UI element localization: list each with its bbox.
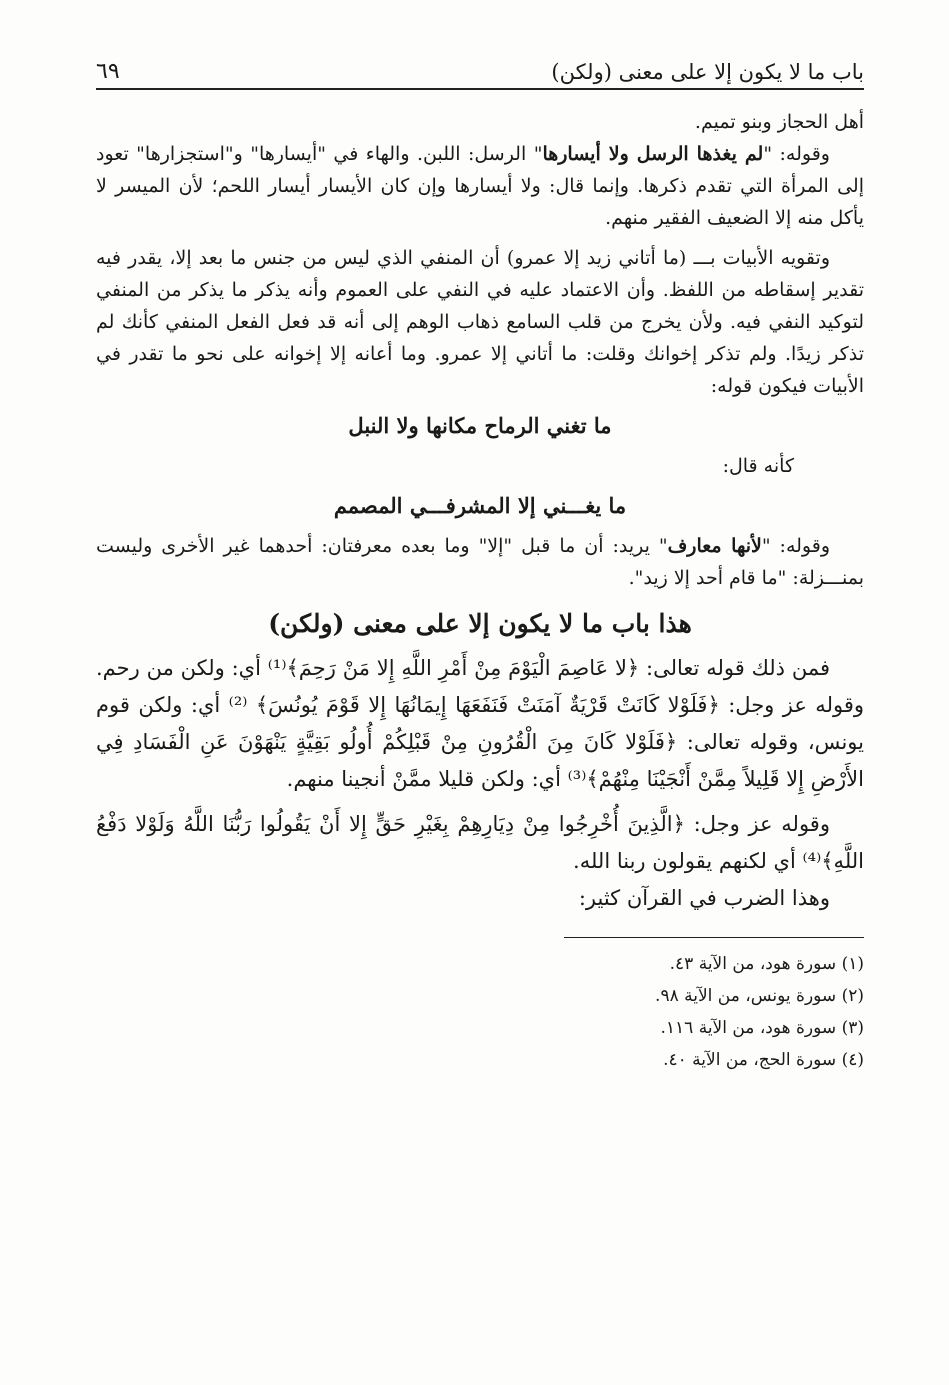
- paragraph-4: كأنه قال:: [722, 455, 794, 477]
- chapter-title: هذا باب ما لا يكون إلا على معنى (ولكن): [268, 609, 692, 638]
- quran-section: [96, 650, 864, 917]
- paragraph-7: وقوله عز وجل: ﴿الَّذِينَ أُخْرِجُوا مِنْ دِيَارِهِمْ بِغَيْرِ حَقٍّ إِلا أَنْ يَقُولُوا رَبُّنَا اللَّهُ وَلَوْلا دَفْعُ اللَّهِ﴾⁽⁴⁾ أي لكنهم يقولون ربنا الله.: [96, 812, 864, 873]
- footnote-3: (٣) سورة هود، من الآية ١١٦.: [660, 1018, 864, 1038]
- paragraph-3: وتقويه الأبيات بـــ (ما أتاني زيد إلا عمرو) أن المنفي الذي ليس من جنس ما بعد إلا، يقدر فيه تقدير إسقاطه من اللفظ. وأن الاعتماد عليه في النفي على العموم وأنه يذكر ما يذكر من المنفي لتوكيد النفي فيه. ولأن يخرج من قلب السامع ذهاب الوهم إلى أنه قد فعل الفعل المنفي كأنك لم تذكر زيدًا. ولم تذكر إخوانك وقلت: ما أتاني إلا عمرو. وما أعانه إلا إخوانه على نحو ما تقدر في الأبيات فيكون قوله:: [96, 247, 864, 397]
- paragraph-1: أهل الحجاز وبنو تميم.: [694, 111, 864, 133]
- paragraph-5: [96, 530, 864, 594]
- running-title: باب ما لا يكون إلا على معنى (ولكن): [551, 60, 864, 84]
- quote-open: وقوله: ": [763, 143, 830, 165]
- paragraph-2: [96, 138, 864, 234]
- footnote-2: (٢) سورة يونس، من الآية ٩٨.: [655, 986, 864, 1006]
- footnote-divider: [564, 937, 864, 938]
- footnote-4: (٤) سورة الحج، من الآية ٤٠.: [663, 1050, 864, 1070]
- quote-open: وقوله: ": [761, 535, 831, 557]
- page-header: [96, 40, 864, 90]
- paragraph-6: فمن ذلك قوله تعالى: ﴿لا عَاصِمَ الْيَوْمَ مِنْ أَمْرِ اللَّهِ إِلا مَنْ رَحِمَ﴾⁽¹⁾ أي: ولكن من رحم. وقوله عز وجل: ﴿فَلَوْلا كَانَتْ قَرْيَةٌ آمَنَتْ فَنَفَعَهَا إِيمَانُهَا إِلا قَوْمَ يُونُسَ﴾ ⁽²⁾ أي: ولكن قوم يونس، وقوله تعالى: ﴿فَلَوْلا كَانَ مِنَ الْقُرُونِ مِنْ قَبْلِكُمْ أُولُو بَقِيَّةٍ يَنْهَوْنَ عَنِ الْفَسَادِ فِي الأَرْضِ إِلا قَلِيلاً مِمَّنْ أَنْجَيْنَا مِنْهُمْ﴾⁽³⁾ أي: ولكن قليلا ممَّنْ أنجينا منهم.: [96, 656, 864, 791]
- footnotes: [96, 948, 864, 1076]
- bold-phrase: لم يغذها الرسل ولا أيسارها: [542, 143, 764, 165]
- bold-phrase: لأنها معارف: [667, 535, 762, 557]
- page-number: ٦٩: [96, 59, 120, 84]
- book-page: [96, 40, 864, 1076]
- verse-line-2: ما يغـــني إلا المشرفـــي المصمم: [333, 493, 627, 518]
- verse-line-1: ما تغني الرماح مكانها ولا النبل: [348, 413, 612, 438]
- paragraph-2-rest: " الرسل: اللبن. والهاء في "أيسارها" و"استجزارها" تعود إلى المرأة التي تقدم ذكرها. وإنما قال: ولا أيسارها وإن كان الأيسار أيسار اللحم؛ لأن الميسر لا يأكل منه إلا الضعيف الفقير منهم.: [96, 143, 864, 229]
- footnote-1: (١) سورة هود، من الآية ٤٣.: [669, 954, 864, 974]
- paragraph-5-rest: " يريد: أن ما قبل "إلا" وما بعده معرفتان: أحدهما غير الأخرى وليست بمنـــزلة: "ما قام أحد إلا زيد".: [96, 535, 864, 589]
- paragraph-8: وهذا الضرب في القرآن كثير:: [578, 886, 830, 910]
- body-text: [96, 106, 864, 917]
